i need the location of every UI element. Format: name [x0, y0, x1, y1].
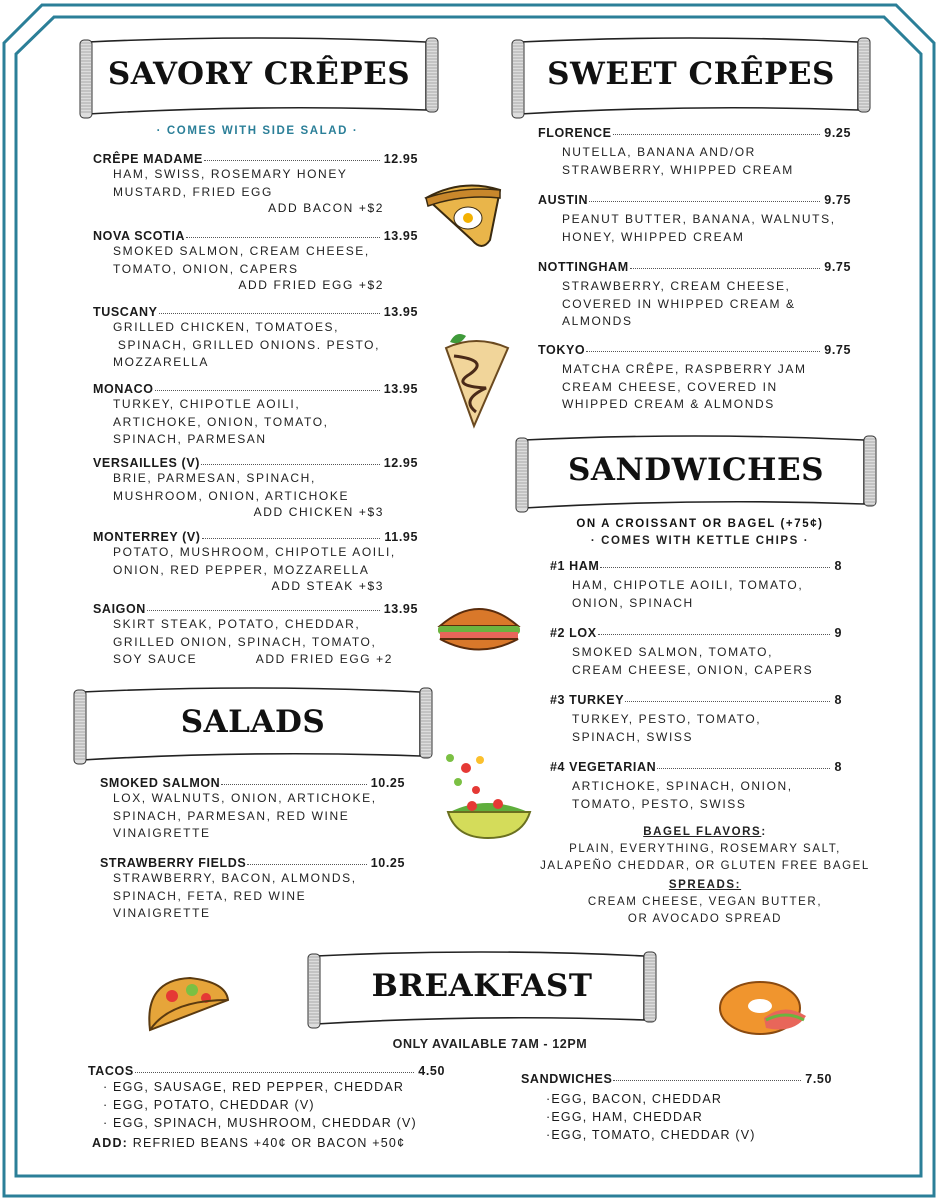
- menu-item: [93, 530, 418, 593]
- item-name: FLORENCE: [538, 126, 612, 140]
- description-line: COVERED IN WHIPPED CREAM &: [562, 296, 796, 311]
- dot-leader: [201, 464, 380, 465]
- description-line: SKIRT STEAK, POTATO, CHEDDAR,: [113, 617, 361, 631]
- description-line: TOMATO, PESTO, SWISS: [572, 796, 747, 811]
- description-line: VINAIGRETTE: [113, 826, 211, 840]
- menu-item: [550, 559, 842, 612]
- item-name: #4 VEGETARIAN: [550, 760, 657, 774]
- description-line: CREAM CHEESE, COVERED IN: [562, 379, 778, 394]
- item-name: TUSCANY: [93, 305, 158, 319]
- item-name: MONTERREY (V): [93, 530, 201, 544]
- savory-note: · COMES WITH SIDE SALAD ·: [156, 125, 359, 137]
- item-addon: ADD STEAK +$3: [271, 579, 384, 593]
- description-line: STRAWBERRY, BACON, ALMONDS,: [113, 871, 357, 885]
- item-price: 8: [834, 760, 842, 774]
- description-line: ARTICHOKE, ONION, TOMATO,: [113, 414, 329, 429]
- item-addon: ADD FRIED EGG +$2: [238, 278, 384, 292]
- menu-item: [538, 193, 851, 246]
- dot-leader: [586, 351, 820, 352]
- item-description: [538, 144, 851, 179]
- bagel-flavors-line: JALAPEÑO CHEDDAR, OR GLUTEN FREE BAGEL: [540, 860, 870, 872]
- item-description: [93, 396, 418, 449]
- item-name: AUSTIN: [538, 193, 589, 207]
- dot-leader: [159, 313, 380, 314]
- item-description: [93, 616, 418, 669]
- item-price: 13.95: [383, 382, 418, 396]
- item-header: [93, 456, 418, 470]
- menu-item: [93, 456, 418, 519]
- crepe-chocolate-icon: [440, 330, 512, 430]
- description-line: ONION, RED PEPPER, MOZZARELLA: [113, 562, 370, 577]
- item-price: 9.75: [824, 193, 851, 207]
- dot-leader: [613, 134, 821, 135]
- crepe-egg-icon: [422, 178, 504, 254]
- dot-leader: [247, 864, 366, 865]
- dot-leader: [625, 701, 830, 702]
- dot-leader: [589, 201, 820, 202]
- item-description: [100, 790, 405, 843]
- description-line: MUSHROOM, ONION, ARTICHOKE: [113, 488, 350, 503]
- item-price: 13.95: [383, 229, 418, 243]
- description-line: LOX, WALNUTS, ONION, ARTICHOKE,: [113, 791, 377, 805]
- item-name: MONACO: [93, 382, 154, 396]
- bagel-flavors-heading: BAGEL FLAVORS: [643, 826, 762, 838]
- item-description: [538, 278, 851, 331]
- item-price: 7.50: [805, 1072, 832, 1086]
- item-header: [550, 626, 842, 640]
- description-line: NUTELLA, BANANA AND/OR: [562, 145, 756, 159]
- item-price: 12.95: [383, 456, 418, 470]
- item-price: 9.75: [824, 343, 851, 357]
- banner-savory-crepes: [78, 36, 440, 120]
- item-name: CRÊPE MADAME: [93, 152, 203, 166]
- menu-item: [538, 343, 851, 414]
- item-header: [538, 343, 851, 357]
- item-price: 4.50: [418, 1064, 445, 1078]
- banner-sandwiches: [514, 434, 878, 514]
- description-line: SPINACH, SWISS: [572, 729, 694, 744]
- menu-item: [100, 776, 405, 843]
- menu-item: [93, 152, 418, 215]
- section-title: SALADS: [180, 704, 326, 740]
- item-name: TACOS: [88, 1064, 134, 1078]
- item-name: SANDWICHES: [521, 1072, 613, 1086]
- menu-item: [538, 260, 851, 331]
- description-line: SOY SAUCE ADD FRIED EGG +2: [113, 652, 394, 666]
- menu-item: [538, 126, 851, 179]
- description-line: WHIPPED CREAM & ALMONDS: [562, 397, 775, 411]
- item-header: [93, 602, 418, 616]
- description-line: ARTICHOKE, SPINACH, ONION,: [572, 779, 793, 793]
- sandwich-note: · COMES WITH KETTLE CHIPS ·: [590, 535, 810, 547]
- section-title: SWEET CRÊPES: [547, 56, 835, 92]
- item-price: 9.75: [824, 260, 851, 274]
- item-price: 11.95: [384, 530, 418, 544]
- dot-leader: [186, 237, 380, 238]
- item-description: [93, 243, 418, 278]
- item-description: [100, 870, 405, 923]
- item-price: 12.95: [383, 152, 418, 166]
- item-description: [538, 211, 851, 246]
- dot-leader: [155, 390, 380, 391]
- item-description: [550, 577, 842, 612]
- dot-leader: [600, 567, 830, 568]
- item-description: [93, 544, 418, 579]
- menu-item: [550, 760, 842, 813]
- item-name: SAIGON: [93, 602, 146, 616]
- item-name: #2 LOX: [550, 626, 597, 640]
- description-line: ALMONDS: [562, 314, 633, 328]
- description-line: MATCHA CRÊPE, RASPBERRY JAM: [562, 362, 807, 376]
- item-header: [550, 559, 842, 573]
- item-price: 8: [834, 693, 842, 707]
- dot-leader: [630, 268, 821, 269]
- item-name: VERSAILLES (V): [93, 456, 201, 470]
- bagel-flavors-line: PLAIN, EVERYTHING, ROSEMARY SALT,: [569, 843, 841, 855]
- item-price: 9: [834, 626, 842, 640]
- description-line: SMOKED SALMON, CREAM CHEESE,: [113, 244, 370, 258]
- taco-option: · EGG, SPINACH, MUSHROOM, CHEDDAR (V): [103, 1116, 417, 1130]
- menu-item-breakfast-sandwiches: [521, 1072, 832, 1144]
- item-name: STRAWBERRY FIELDS: [100, 856, 247, 870]
- item-header: [538, 260, 851, 274]
- description-line: HAM, CHIPOTLE AOILI, TOMATO,: [572, 578, 804, 592]
- dot-leader: [204, 160, 380, 161]
- description-line: TOMATO, ONION, CAPERS: [113, 261, 299, 276]
- menu-item: [550, 693, 842, 746]
- item-addon: ADD BACON +$2: [268, 201, 384, 215]
- item-name: NOTTINGHAM: [538, 260, 629, 274]
- item-header: [100, 776, 405, 790]
- item-price: 10.25: [370, 776, 405, 790]
- description-line: SMOKED SALMON, TOMATO,: [572, 645, 774, 659]
- description-line: SPINACH, GRILLED ONIONS. PESTO,: [113, 337, 381, 352]
- description-line: STRAWBERRY, CREAM CHEESE,: [562, 279, 791, 293]
- dot-leader: [221, 784, 366, 785]
- croissant-sandwich-icon: [434, 596, 524, 660]
- sandwich-option: ·EGG, HAM, CHEDDAR: [546, 1110, 704, 1124]
- description-line: GRILLED ONION, SPINACH, TOMATO,: [113, 634, 377, 649]
- item-header: [93, 229, 418, 243]
- item-price: 9.25: [824, 126, 851, 140]
- description-line: TURKEY, CHIPOTLE AOILI,: [113, 397, 301, 411]
- salad-bowl-icon: [436, 750, 536, 842]
- section-title: SAVORY CRÊPES: [107, 56, 411, 92]
- banner-salads: [72, 686, 434, 766]
- bagel-flavors-section: BAGEL FLAVORS: PLAIN, EVERYTHING, ROSEMARY SALT, JALAPEÑO CHEDDAR, OR GLUTEN FREE BAGEL SPREADS: CREAM CHEESE, VEGAN BUTTER, OR AVOCADO SPREAD: [530, 824, 880, 928]
- sandwich-option: ·EGG, BACON, CHEDDAR: [546, 1092, 723, 1106]
- item-price: 13.95: [383, 305, 418, 319]
- description-line: POTATO, MUSHROOM, CHIPOTLE AOILI,: [113, 545, 396, 559]
- description-line: SPINACH, PARMESAN: [113, 432, 267, 446]
- dot-leader: [147, 610, 380, 611]
- item-name: #3 TURKEY: [550, 693, 625, 707]
- item-name: #1 HAM: [550, 559, 600, 573]
- spreads-line: OR AVOCADO SPREAD: [627, 913, 783, 925]
- menu-item: [550, 626, 842, 679]
- description-line: MOZZARELLA: [113, 355, 210, 369]
- item-header: [93, 382, 418, 396]
- item-price: 8: [834, 559, 842, 573]
- dot-leader: [598, 634, 831, 635]
- item-description: [93, 319, 418, 372]
- item-price: 13.95: [383, 602, 418, 616]
- item-addon: ADD CHICKEN +$3: [253, 505, 384, 519]
- menu-item-tacos: [88, 1064, 445, 1152]
- menu-item: [93, 229, 418, 292]
- banner-sweet-crepes: [510, 36, 872, 120]
- menu-item: [93, 305, 418, 372]
- description-line: HAM, SWISS, ROSEMARY HONEY: [113, 167, 348, 181]
- item-description: [538, 361, 851, 414]
- sandwich-subtitle: ON A CROISSANT OR BAGEL (+75¢): [576, 518, 824, 530]
- item-description: [550, 778, 842, 813]
- item-price: 10.25: [370, 856, 405, 870]
- spreads-heading: SPREADS:: [668, 879, 742, 891]
- description-line: ONION, SPINACH: [572, 595, 694, 610]
- description-line: SPINACH, PARMESAN, RED WINE: [113, 808, 350, 823]
- description-line: PEANUT BUTTER, BANANA, WALNUTS,: [562, 212, 836, 226]
- description-line: BRIE, PARMESAN, SPINACH,: [113, 471, 316, 485]
- spreads-line: CREAM CHEESE, VEGAN BUTTER,: [587, 896, 823, 908]
- description-line: MUSTARD, FRIED EGG: [113, 184, 273, 199]
- taco-option: · EGG, POTATO, CHEDDAR (V): [103, 1098, 315, 1112]
- section-title: BREAKFAST: [371, 968, 593, 1004]
- item-header: [93, 305, 418, 319]
- bagel-icon: [714, 978, 810, 1038]
- item-name: TOKYO: [538, 343, 586, 357]
- taco-add-label: ADD:: [92, 1136, 129, 1150]
- description-line: STRAWBERRY, WHIPPED CREAM: [562, 162, 794, 177]
- item-description: [550, 644, 842, 679]
- item-name: SMOKED SALMON: [100, 776, 221, 790]
- item-header: [550, 760, 842, 774]
- dot-leader: [202, 538, 381, 539]
- item-description: [93, 166, 418, 201]
- description-line: GRILLED CHICKEN, TOMATOES,: [113, 320, 340, 334]
- item-header: [93, 152, 418, 166]
- breakfast-hours: ONLY AVAILABLE 7AM - 12PM: [392, 1037, 588, 1051]
- item-name: NOVA SCOTIA: [93, 229, 186, 243]
- item-description: [550, 711, 842, 746]
- item-header: [100, 856, 405, 870]
- description-line: VINAIGRETTE: [113, 906, 211, 920]
- menu-item: [93, 602, 418, 669]
- taco-option: · EGG, SAUSAGE, RED PEPPER, CHEDDAR: [103, 1080, 405, 1094]
- item-header: [93, 530, 418, 544]
- taco-icon: [140, 970, 232, 1038]
- description-line: TURKEY, PESTO, TOMATO,: [572, 712, 762, 726]
- taco-add-text: REFRIED BEANS +40¢ OR BACON +50¢: [128, 1136, 406, 1150]
- description-line: CREAM CHEESE, ONION, CAPERS: [572, 662, 814, 677]
- menu-item: [93, 382, 418, 449]
- dot-leader: [657, 768, 830, 769]
- item-header: [538, 126, 851, 140]
- menu-item: [100, 856, 405, 923]
- item-header: [550, 693, 842, 707]
- item-header: [538, 193, 851, 207]
- description-line: SPINACH, FETA, RED WINE: [113, 888, 307, 903]
- sandwich-option: ·EGG, TOMATO, CHEDDAR (V): [546, 1128, 756, 1142]
- banner-breakfast: [306, 950, 658, 1030]
- section-title: SANDWICHES: [568, 452, 824, 488]
- item-description: [93, 470, 418, 505]
- description-line: HONEY, WHIPPED CREAM: [562, 229, 745, 244]
